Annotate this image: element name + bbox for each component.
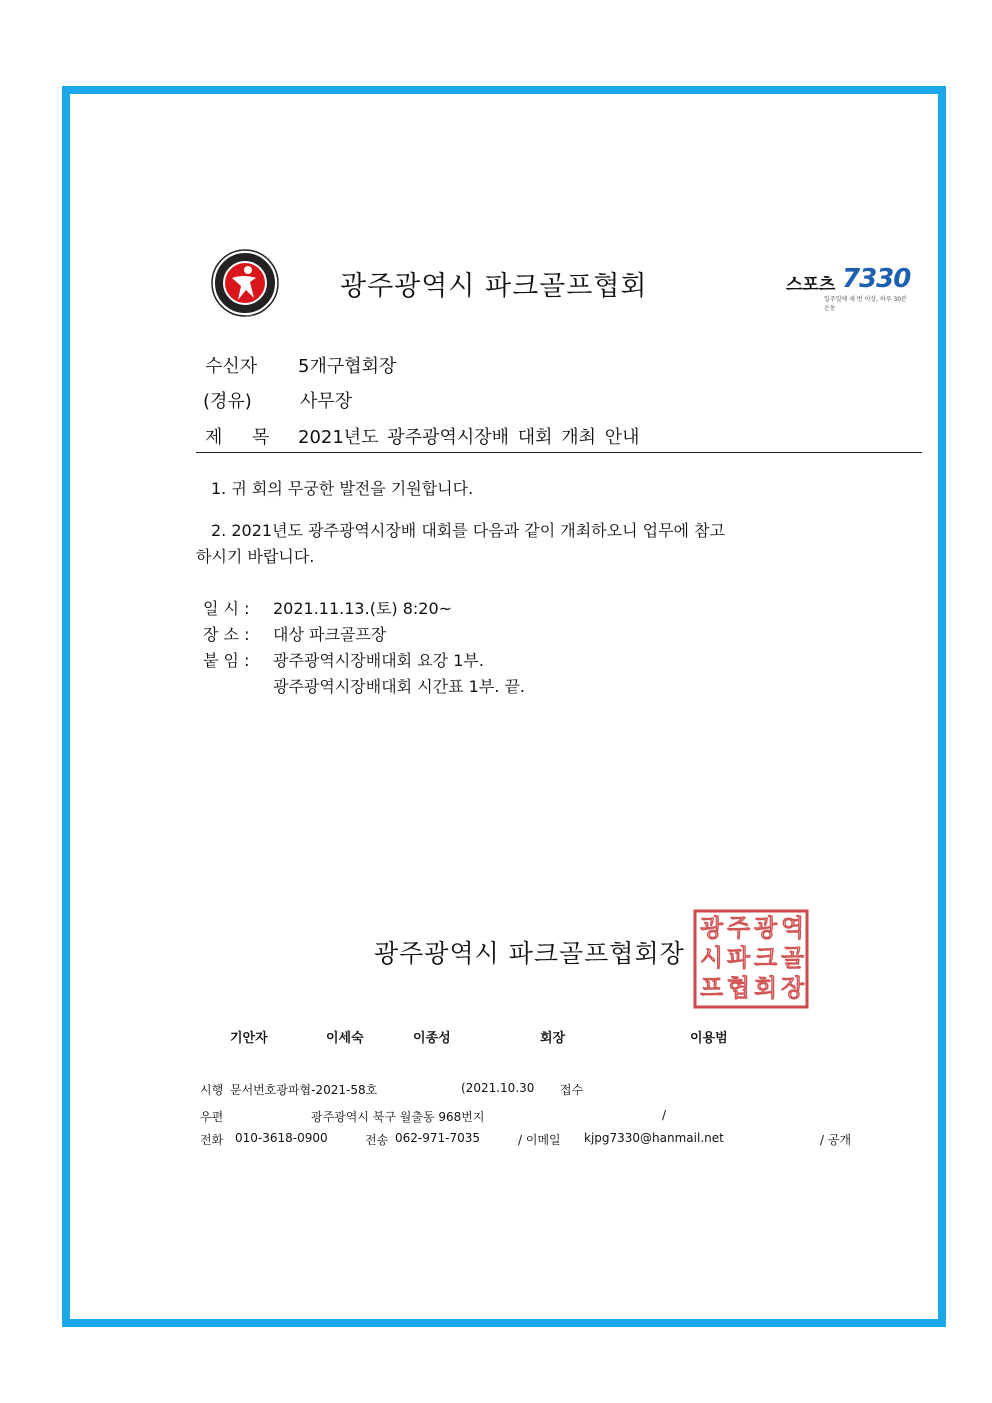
- attachment-line-1: 광주광역시장배대회 요강 1부.: [273, 651, 484, 670]
- seal-character: 협: [727, 974, 751, 1002]
- document-number: 문서번호광파협-2021-58호: [230, 1083, 378, 1097]
- drafter-name-2: 이종성: [413, 1031, 451, 1046]
- fax-label: 전송: [365, 1133, 389, 1147]
- subject-label: 제 목: [205, 427, 276, 448]
- fax-number: 062-971-7035: [395, 1131, 481, 1145]
- attachment-label: 붙 임 :: [203, 651, 250, 670]
- chair-name: 이용범: [690, 1031, 728, 1046]
- official-seal-stamp: [692, 908, 810, 1010]
- paragraph-2-line-2: 하시기 바랍니다.: [196, 547, 315, 566]
- signature-title: 광주광역시 파크골프협회장: [374, 939, 685, 968]
- header-divider: [196, 452, 922, 453]
- paragraph-2-line-1: 2. 2021년도 광주광역시장배 대회를 다음과 같이 개최하오니 업무에 참고: [211, 521, 725, 540]
- email-label: / 이메일: [518, 1133, 561, 1147]
- org-title: 광주광역시 파크골프협회: [340, 271, 648, 302]
- chair-label: 회장: [540, 1031, 566, 1046]
- sports-number: 7330: [842, 264, 911, 294]
- address-separator: /: [662, 1108, 667, 1122]
- seal-character: 역: [781, 914, 805, 942]
- seal-character: 골: [781, 944, 805, 972]
- date-value: 2021.11.13.(토) 8:20~: [273, 599, 453, 618]
- address: 광주광역시 북구 월출동 968번지: [311, 1110, 485, 1124]
- enforce-label: 시행: [200, 1083, 224, 1097]
- email-address: kjpg7330@hanmail.net: [584, 1131, 724, 1145]
- sports-word: 스포츠: [786, 275, 836, 295]
- seal-character: 프: [700, 974, 724, 1002]
- seal-character: 회: [754, 974, 778, 1002]
- seal-character: 시: [700, 944, 724, 972]
- recipient-value: 5개구협회장: [298, 356, 397, 377]
- date-label: 일 시 :: [203, 599, 250, 618]
- gwangju-sports-council-logo: [210, 248, 280, 318]
- seal-character: 광: [700, 914, 724, 942]
- sports-7330-logo: [786, 264, 914, 312]
- sports-tagline: 일주일에 세 번 이상, 하루 30분 운동: [824, 296, 907, 312]
- via-label: (경유): [203, 391, 252, 412]
- attachment-line-2: 광주광역시장배대회 시간표 1부. 끝.: [273, 677, 525, 696]
- subject-value: 2021년도 광주광역시장배 대회 개최 안내: [298, 427, 640, 448]
- seal-character: 크: [754, 944, 778, 972]
- post-label: 우편: [200, 1110, 224, 1124]
- via-value: 사무장: [300, 391, 353, 412]
- seal-character: 주: [727, 914, 751, 942]
- paragraph-1: 1. 귀 회의 무궁한 발전을 기원합니다.: [211, 479, 474, 498]
- phone-number: 010-3618-0900: [235, 1131, 328, 1145]
- public-label: / 공개: [820, 1133, 852, 1147]
- seal-character: 광: [754, 914, 778, 942]
- phone-label: 전화: [200, 1133, 224, 1147]
- seal-character: 파: [727, 944, 751, 972]
- seal-character: 장: [781, 974, 805, 1002]
- place-value: 대상 파크골프장: [273, 625, 387, 644]
- recipient-label: 수신자: [205, 356, 258, 377]
- receive-label: 접수: [560, 1083, 584, 1097]
- drafter-name-1: 이세숙: [326, 1031, 364, 1046]
- place-label: 장 소 :: [203, 625, 250, 644]
- enforce-date: (2021.10.30: [461, 1081, 535, 1095]
- logo-ring-text: 광주광역시체육회 GWANGJU SPORTS COUNCIL: [245, 316, 268, 317]
- drafter-label: 기안자: [230, 1031, 268, 1046]
